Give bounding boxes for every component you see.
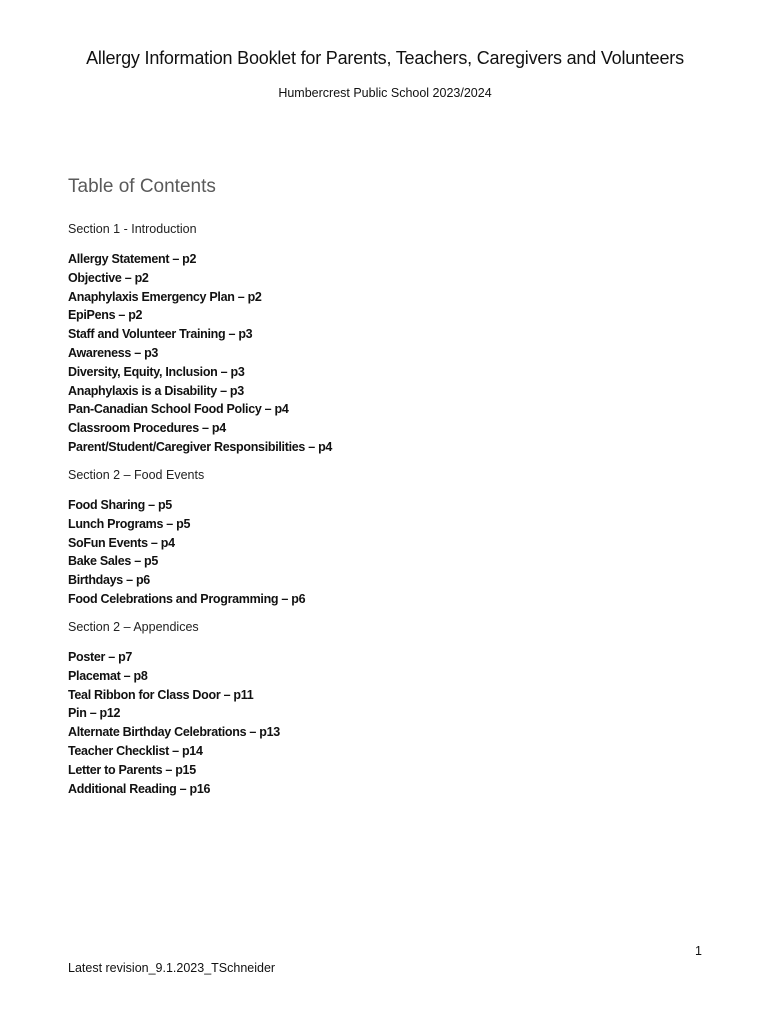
toc-heading: Table of Contents: [68, 176, 216, 197]
toc-item[interactable]: Parent/Student/Caregiver Responsibilities – p4: [68, 439, 333, 454]
toc-item[interactable]: Additional Reading – p16: [68, 781, 211, 796]
toc-item[interactable]: Anaphylaxis is a Disability – p3: [68, 383, 244, 398]
toc-item[interactable]: Pan-Canadian School Food Policy – p4: [68, 402, 289, 417]
toc-item[interactable]: Allergy Statement – p2: [68, 252, 197, 266]
toc-item[interactable]: Alternate Birthday Celebrations – p13: [68, 725, 280, 740]
toc-item[interactable]: Letter to Parents – p15: [68, 762, 196, 777]
toc-item[interactable]: Diversity, Equity, Inclusion – p3: [68, 364, 245, 379]
toc-item[interactable]: Staff and Volunteer Training – p3: [68, 327, 253, 342]
revision-footer: Latest revision_9.1.2023_TSchneider: [68, 961, 276, 975]
toc-list-appendices: [68, 648, 280, 798]
toc-list-food-events: [68, 496, 305, 609]
toc-item[interactable]: Pin – p12: [68, 706, 121, 721]
toc-item[interactable]: Awareness – p3: [68, 345, 159, 360]
document-title: Allergy Information Booklet for Parents, Teachers, Caregivers and Volunteers: [86, 48, 684, 68]
page-number: 1: [695, 944, 702, 958]
toc-item[interactable]: EpiPens – p2: [68, 308, 143, 323]
toc-item[interactable]: Teacher Checklist – p14: [68, 743, 203, 758]
toc-item[interactable]: Bake Sales – p5: [68, 554, 159, 569]
toc-item[interactable]: Birthdays – p6: [68, 573, 150, 588]
toc-item[interactable]: SoFun Events – p4: [68, 535, 175, 550]
section-heading-food-events: Section 2 – Food Events: [68, 468, 205, 482]
toc-list-introduction: [68, 250, 332, 457]
toc-item[interactable]: Poster – p7: [68, 650, 133, 664]
toc-item[interactable]: Placemat – p8: [68, 668, 148, 683]
toc-item[interactable]: Anaphylaxis Emergency Plan – p2: [68, 289, 262, 304]
document-subtitle: Humbercrest Public School 2023/2024: [278, 86, 492, 100]
toc-item[interactable]: Lunch Programs – p5: [68, 516, 191, 531]
toc-item[interactable]: Food Sharing – p5: [68, 498, 172, 512]
section-heading-introduction: Section 1 - Introduction: [68, 222, 197, 236]
section-heading-appendices: Section 2 – Appendices: [68, 620, 199, 634]
toc-item[interactable]: Food Celebrations and Programming – p6: [68, 591, 306, 606]
toc-item[interactable]: Objective – p2: [68, 270, 149, 285]
toc-item[interactable]: Classroom Procedures – p4: [68, 421, 226, 436]
toc-item[interactable]: Teal Ribbon for Class Door – p11: [68, 687, 254, 702]
